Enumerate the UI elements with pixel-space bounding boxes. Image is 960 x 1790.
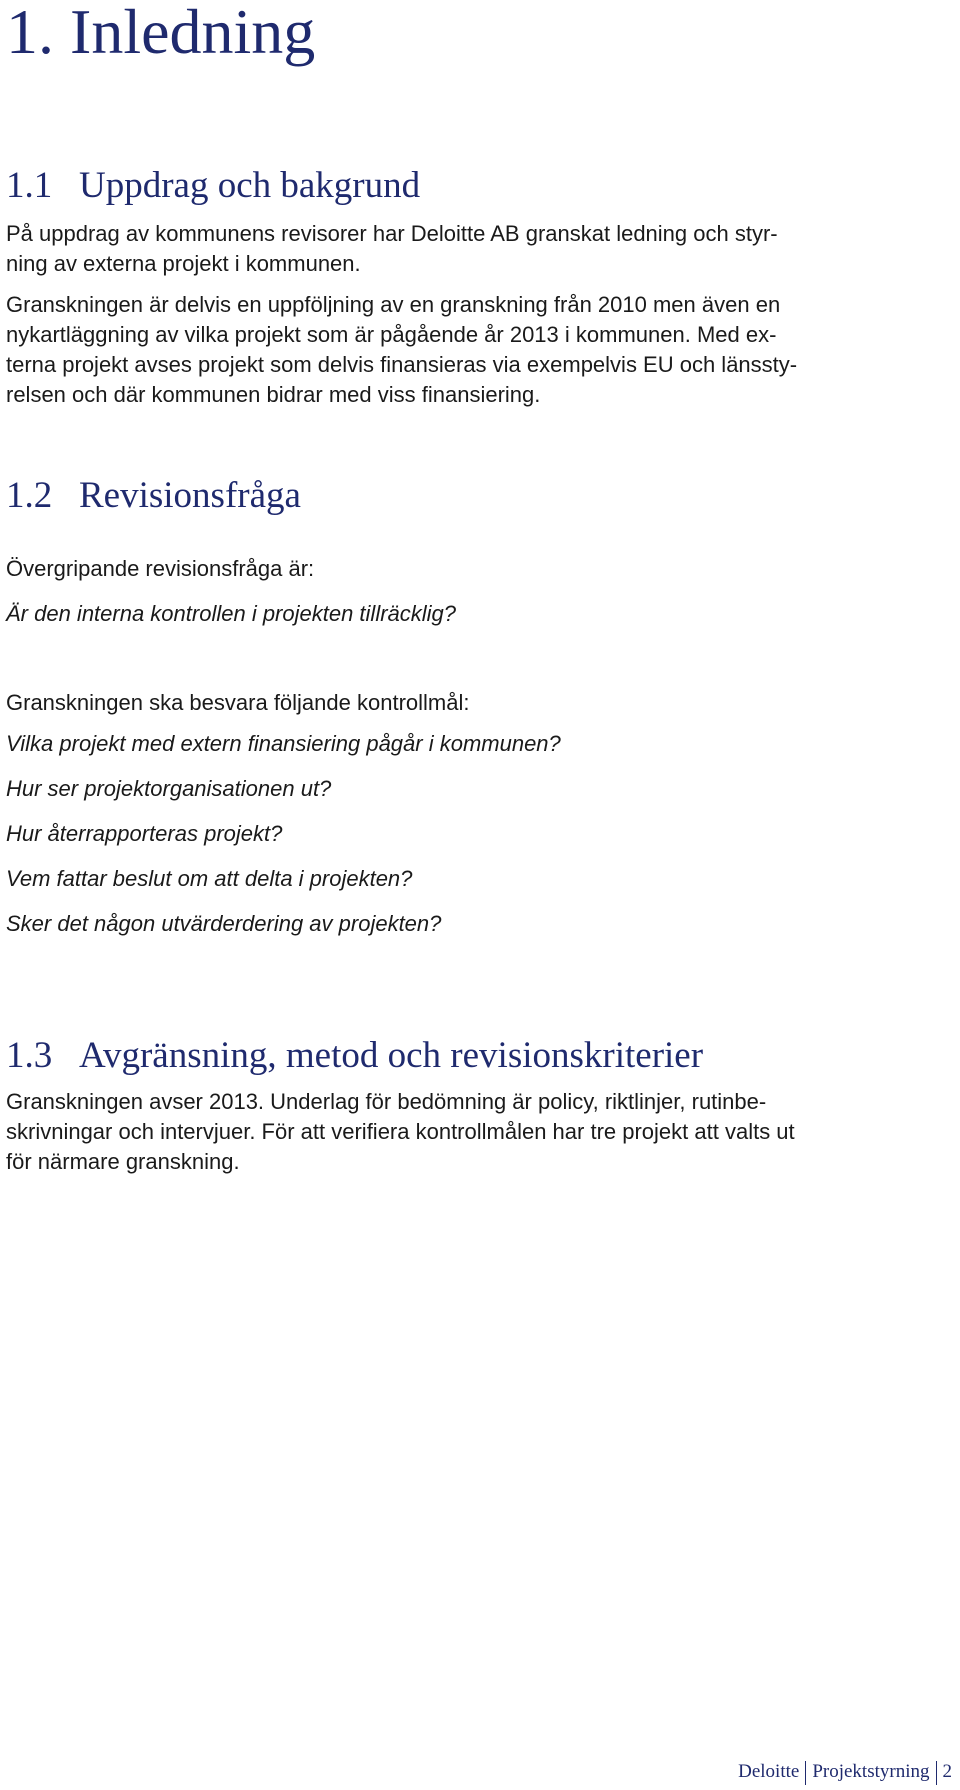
- list-item: Hur återrapporteras projekt?: [6, 821, 283, 846]
- footer-document-title: Projektstyrning: [812, 1761, 930, 1782]
- control-goals-list: [6, 721, 561, 946]
- text-line: för närmare granskning.: [6, 1149, 240, 1174]
- page-footer: [738, 1760, 952, 1785]
- scope-paragraph: [6, 1087, 956, 1177]
- text-line: Granskningen är delvis en uppföljning av en granskning från 2010 men även en: [6, 292, 781, 317]
- assignment-paragraph: [6, 219, 956, 279]
- section-heading-1-1: [6, 164, 420, 208]
- revision-question-intro: Övergripande revisionsfråga är:: [6, 556, 315, 581]
- revision-question: Är den interna kontrollen i projekten tillräcklig?: [6, 601, 457, 626]
- chapter-heading: 1. Inledning: [6, 0, 316, 67]
- text-line: Granskningen avser 2013. Underlag för bedömning är policy, riktlinjer, rutinbe-: [6, 1089, 767, 1114]
- text-line: nykartläggning av vilka projekt som är pågående år 2013 i kommunen. Med ex-: [6, 322, 777, 347]
- section-heading-1-2: [6, 474, 301, 518]
- section-number: 1.1: [6, 165, 53, 206]
- section-number: 1.2: [6, 475, 53, 516]
- footer-company: Deloitte: [738, 1761, 800, 1782]
- list-item: Hur ser projektorganisationen ut?: [6, 776, 332, 801]
- page-number: 2: [942, 1761, 952, 1782]
- section-number: 1.3: [6, 1035, 53, 1076]
- list-item: Vilka projekt med extern finansiering pågår i kommunen?: [6, 731, 561, 756]
- text-line: terna projekt avses projekt som delvis finansieras via exempelvis EU och länssty-: [6, 352, 798, 377]
- list-item: Vem fattar beslut om att delta i projekten?: [6, 866, 413, 891]
- section-title: Revisionsfråga: [79, 475, 301, 516]
- text-line: ning av externa projekt i kommunen.: [6, 251, 361, 276]
- section-heading-1-3: [6, 1034, 703, 1078]
- section-title: Uppdrag och bakgrund: [79, 165, 421, 206]
- background-paragraph: [6, 290, 956, 410]
- footer-divider: [805, 1761, 806, 1785]
- text-line: På uppdrag av kommunens revisorer har Deloitte AB granskat ledning och styr-: [6, 221, 778, 246]
- control-goals-intro: Granskningen ska besvara följande kontrollmål:: [6, 690, 470, 715]
- text-line: relsen och där kommunen bidrar med viss finansiering.: [6, 382, 541, 407]
- section-title: Avgränsning, metod och revisionskriterier: [79, 1035, 704, 1076]
- list-item: Sker det någon utvärderdering av projekten?: [6, 911, 442, 936]
- text-line: skrivningar och intervjuer. För att verifiera kontrollmålen har tre projekt att valts ut: [6, 1119, 795, 1144]
- footer-divider: [936, 1761, 937, 1785]
